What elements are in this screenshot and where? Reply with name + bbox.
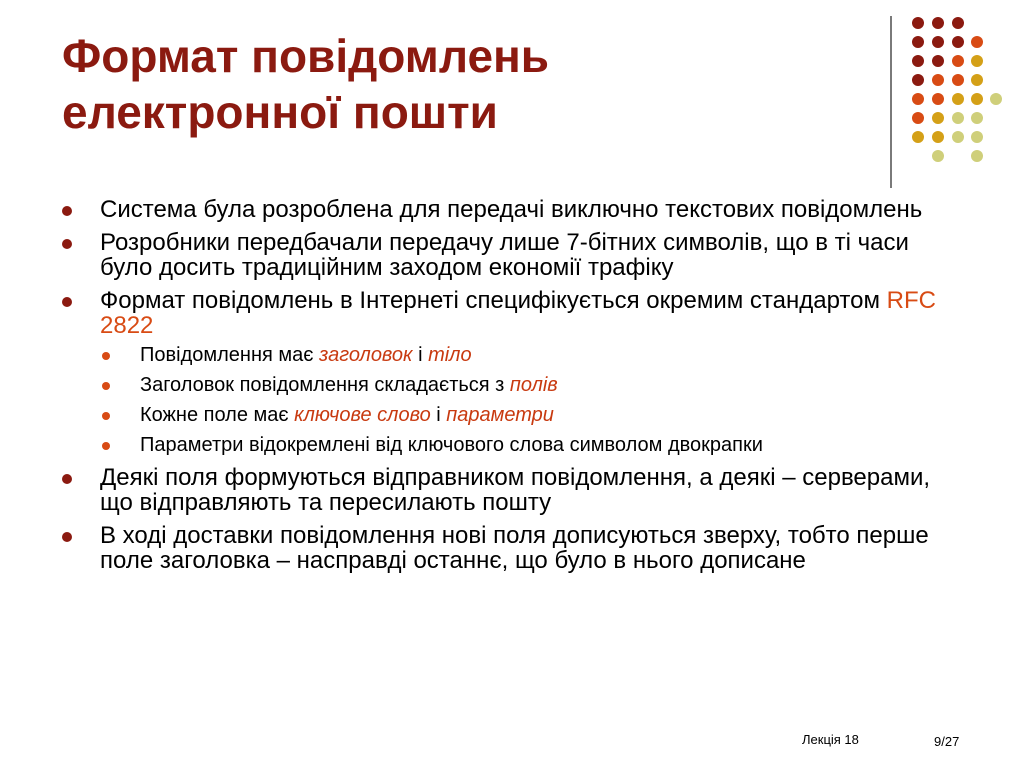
sub-bullet-item <box>62 403 962 427</box>
sub-bullet-item <box>62 343 962 367</box>
bullet-text: В ході доставки повідомлення нові поля дописуються зверху, тобто перше поле заголовка – насправді останнє, що було в нього дописане <box>100 522 929 574</box>
bullet-dot-icon <box>62 206 72 216</box>
footer-page-number: 9/27 <box>934 734 960 749</box>
bullet-item <box>62 465 962 515</box>
sub-bullet-item <box>62 373 962 397</box>
bullet-text: Система була розроблена для передачі виключно текстових повідомлень <box>100 196 923 223</box>
footer-lecture: Лекція 18 <box>802 732 859 747</box>
bullet-dot-icon <box>62 532 72 542</box>
sub-bullet-dot-icon <box>102 382 110 390</box>
slide-body <box>62 197 962 581</box>
sub-bullet-dot-icon <box>102 412 110 420</box>
sub-bullet-text: Кожне поле має <box>140 404 295 426</box>
sub-bullet-text: і <box>412 344 429 366</box>
sub-bullet-text: і <box>430 404 447 426</box>
sub-bullet-text: Заголовок повідомлення складається з <box>140 374 510 396</box>
bullet-item <box>62 288 962 338</box>
sub-bullet-emphasis: полів <box>509 374 558 396</box>
sub-bullet-emphasis: заголовок <box>319 344 413 366</box>
sub-bullet-emphasis: ключове слово <box>294 404 431 426</box>
sub-bullet-text: Параметри відокремлені від ключового слова символом двокрапки <box>140 434 763 456</box>
bullet-text: Розробники передбачали передачу лише 7-бітних символів, що в ті часи було досить традиційним заходом економії трафіку <box>100 229 909 281</box>
decorative-dot-grid <box>0 0 1024 200</box>
sub-bullet-emphasis: тіло <box>428 344 472 366</box>
sub-bullet-emphasis: параметри <box>446 404 554 426</box>
bullet-item <box>62 230 962 280</box>
slide-title-line1: Формат повідомлень <box>62 30 550 82</box>
slide-title-line2: електронної пошти <box>62 86 498 138</box>
bullet-text: Деякі поля формуються відправником повідомлення, а деякі – серверами, що відправляють та пересилають пошту <box>100 464 931 516</box>
bullet-dot-icon <box>62 474 72 484</box>
rfc-link[interactable]: RFC 2822 <box>100 287 936 339</box>
bullet-text: Формат повідомлень в Інтернеті специфікується окремим стандартом <box>100 287 887 314</box>
bullet-item <box>62 197 962 222</box>
bullet-item <box>62 523 962 573</box>
sub-bullet-dot-icon <box>102 352 110 360</box>
sub-bullet-item <box>62 433 962 457</box>
bullet-dot-icon <box>62 239 72 249</box>
bullet-dot-icon <box>62 297 72 307</box>
sub-bullet-dot-icon <box>102 442 110 450</box>
sub-bullet-text: Повідомлення має <box>140 344 320 366</box>
